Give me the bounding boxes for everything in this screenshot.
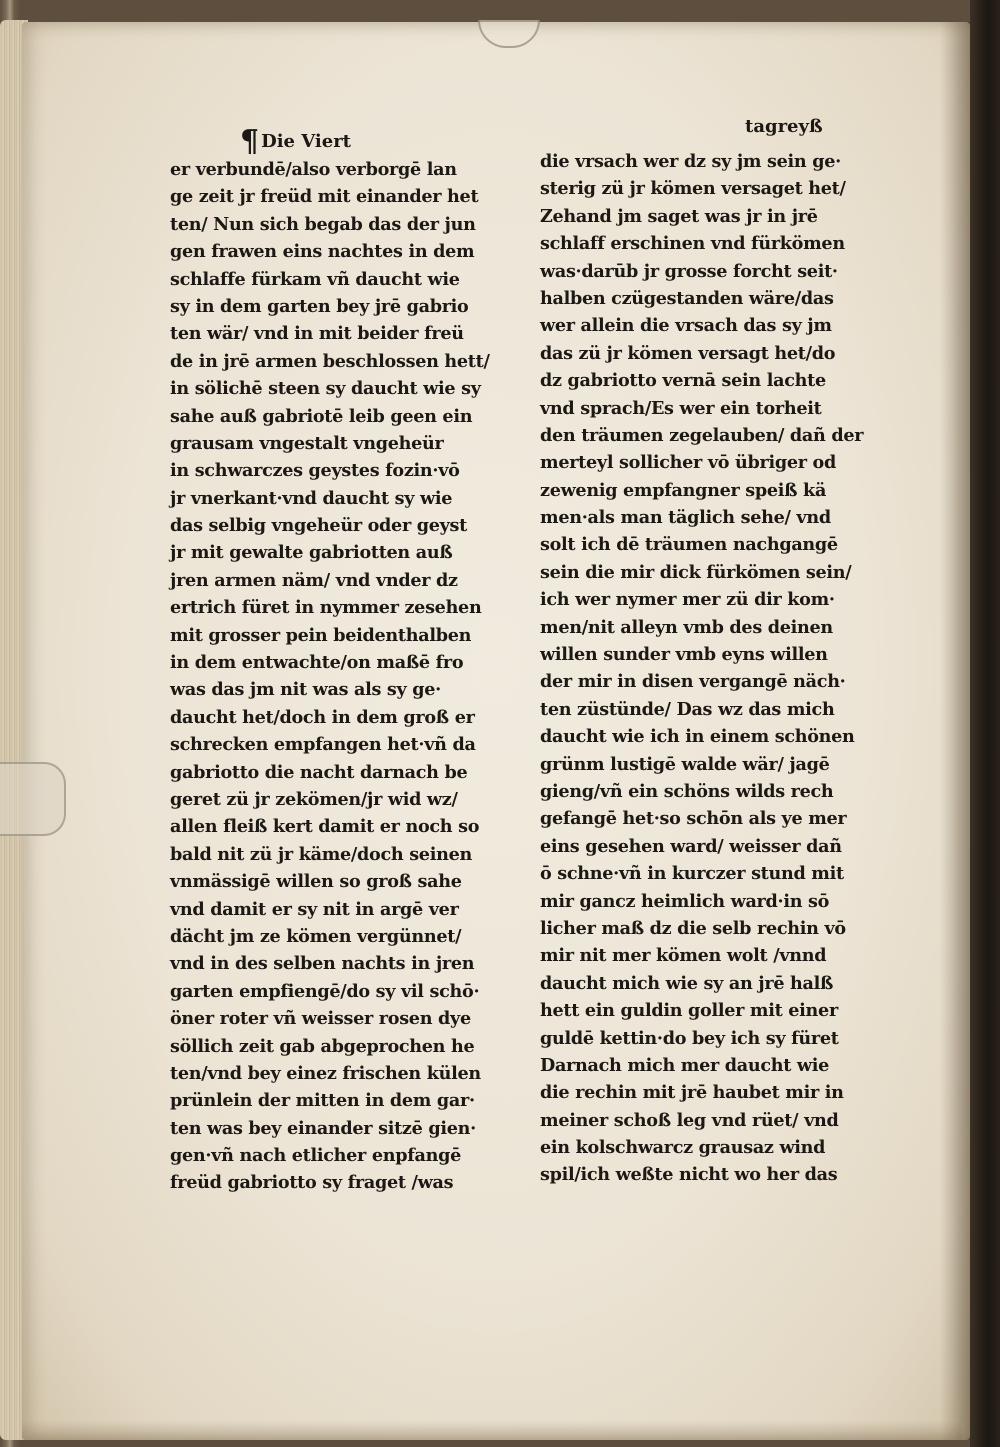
- text-line: ten züstünde/ Das wz das mich: [540, 698, 835, 720]
- text-line: sy in dem garten bey jrē gabrio: [170, 295, 469, 317]
- page-bottom-edge: [22, 1420, 962, 1440]
- text-line: gabriotto die nacht darnach be: [170, 761, 468, 783]
- text-line: ten/ Nun sich begab das der jun: [170, 213, 476, 235]
- text-line: allen fleiß kert damit er noch so: [170, 816, 480, 838]
- text-line: was das jm nit was als sy ge·: [170, 679, 442, 701]
- text-line: Zehand jm saget was jr in jrē: [540, 205, 818, 227]
- text-line: vnd in des selben nachts in jren: [170, 953, 475, 975]
- text-line: bald nit zü jr käme/doch seinen: [170, 843, 472, 865]
- text-line: willen sunder vmb eyns willen: [540, 644, 828, 666]
- text-line: daucht mich wie sy an jrē halß: [540, 972, 834, 994]
- text-line: jren armen näm/ vnd vnder dz: [170, 569, 458, 591]
- text-line: ertrich füret in nymmer zesehen: [170, 597, 482, 619]
- left-text-column: [170, 156, 520, 1197]
- text-line: ten wär/ vnd in mit beider freü: [170, 323, 464, 345]
- text-line: vnd damit er sy nit in argē ver: [170, 898, 459, 920]
- text-line: halben czügestanden wäre/das: [540, 287, 834, 309]
- text-line: jr vnerkant·vnd daucht sy wie: [170, 487, 453, 509]
- text-line: öner roter vñ weisser rosen dye: [170, 1008, 471, 1030]
- text-line: eins gesehen ward/ weisser dañ: [540, 835, 842, 857]
- text-line: den träumen zegelauben/ dañ der: [540, 424, 864, 446]
- text-line: sahe auß gabriotē leib geen ein: [170, 405, 473, 427]
- page-tab: [0, 762, 66, 836]
- text-line: in sölichē steen sy daucht wie sy: [170, 378, 481, 400]
- text-line: guldē kettin·do bey ich sy füret: [540, 1027, 839, 1049]
- text-line: gieng/vñ ein schöns wilds rech: [540, 780, 834, 802]
- pilcrow-mark: ¶: [240, 124, 260, 159]
- text-line: mit grosser pein beidenthalben: [170, 624, 472, 646]
- text-line: spil/ich weßte nicht wo her das: [540, 1164, 838, 1186]
- text-line: ich wer nymer mer zü dir kom·: [540, 589, 835, 611]
- text-line: vnmässigē willen so groß sahe: [170, 871, 462, 893]
- text-line: das selbig vngeheür oder geyst: [170, 515, 467, 537]
- text-line: in schwarczes geystes fozin·vō: [170, 460, 460, 482]
- text-line: grünm lustigē walde wär/ jagē: [540, 753, 830, 775]
- text-line: mir nit mer kömen wolt /vnnd: [540, 945, 827, 967]
- spine-shadow: [940, 22, 970, 1440]
- text-line: ge zeit jr freüd mit einander het: [170, 186, 479, 208]
- text-line: söllich zeit gab abgeprochen he: [170, 1035, 475, 1057]
- text-line: vnd sprach/Es wer ein torheit: [540, 397, 822, 419]
- text-line: die rechin mit jrē haubet mir in: [540, 1082, 844, 1104]
- text-line: in dem entwachte/on maßē fro: [170, 652, 464, 674]
- text-line: zewenig empfangner speiß kä: [540, 479, 827, 501]
- text-line: schlaff erschinen vnd fürkömen: [540, 233, 845, 255]
- text-line: sein die mir dick fürkömen sein/: [540, 561, 852, 583]
- text-line: schrecken empfangen het·vñ da: [170, 734, 476, 756]
- text-line: gen frawen eins nachtes in dem: [170, 241, 475, 263]
- running-head-left-text: Die Viert: [261, 131, 351, 152]
- text-line: gefangē het·so schōn als ye mer: [540, 808, 847, 830]
- running-head-right: tagreyß: [745, 116, 823, 137]
- text-line: das zü jr kömen versagt het/do: [540, 342, 836, 364]
- text-line: der mir in disen vergangē näch·: [540, 671, 846, 693]
- text-line: de in jrē armen beschlossen hett/: [170, 350, 490, 372]
- text-line: dz gabriotto vernā sein lachte: [540, 370, 826, 392]
- text-line: die vrsach wer dz sy jm sein ge·: [540, 151, 841, 172]
- text-line: freüd gabriotto sy fraget /was: [170, 1172, 454, 1194]
- text-line: daucht wie ich in einem schönen: [540, 726, 855, 748]
- text-line: schlaffe fürkam vñ daucht wie: [170, 268, 460, 290]
- right-text-column: [540, 148, 910, 1189]
- text-line: solt ich dē träumen nachgangē: [540, 534, 838, 556]
- text-line: was·darūb jr grosse forcht seit·: [540, 260, 838, 282]
- text-line: garten empfiengē/do sy vil schō·: [170, 980, 480, 1002]
- text-line: jr mit gewalte gabriotten auß: [170, 542, 453, 564]
- text-line: meiner schoß leg vnd rüet/ vnd: [540, 1109, 839, 1131]
- text-line: daucht het/doch in dem groß er: [170, 706, 475, 728]
- text-line: hett ein guldin goller mit einer: [540, 1000, 838, 1022]
- binding-gutter: [970, 0, 1000, 1447]
- text-line: ten was bey einander sitzē gien·: [170, 1117, 476, 1139]
- text-line: ein kolschwarcz grausaz wind: [540, 1137, 826, 1159]
- text-line: geret zü jr zekömen/jr wid wz/: [170, 788, 458, 810]
- text-line: men·als man täglich sehe/ vnd: [540, 507, 831, 529]
- text-line: dächt jm ze kömen vergünnet/: [170, 925, 462, 947]
- text-line: grausam vngestalt vngeheür: [170, 432, 444, 454]
- text-line: Darnach mich mer daucht wie: [540, 1054, 830, 1076]
- text-line: ō schne·vñ in kurczer stund mit: [540, 863, 844, 885]
- text-line: sterig zü jr kömen versaget het/: [540, 178, 846, 200]
- text-line: ten/vnd bey einez frischen külen: [170, 1062, 481, 1084]
- running-head-left: [240, 120, 351, 159]
- text-line: wer allein die vrsach das sy jm: [540, 315, 832, 337]
- text-line: men/nit alleyn vmb des deinen: [540, 616, 833, 638]
- text-line: licher maß dz die selb rechin vō: [540, 917, 846, 939]
- text-line: mir gancz heimlich ward·in sō: [540, 890, 830, 912]
- text-line: er verbundē/also verborgē lan: [170, 159, 457, 180]
- text-line: merteyl sollicher vō übriger od: [540, 452, 836, 474]
- text-line: gen·vñ nach etlicher enpfangē: [170, 1145, 461, 1167]
- text-line: prünlein der mitten in dem gar·: [170, 1090, 475, 1112]
